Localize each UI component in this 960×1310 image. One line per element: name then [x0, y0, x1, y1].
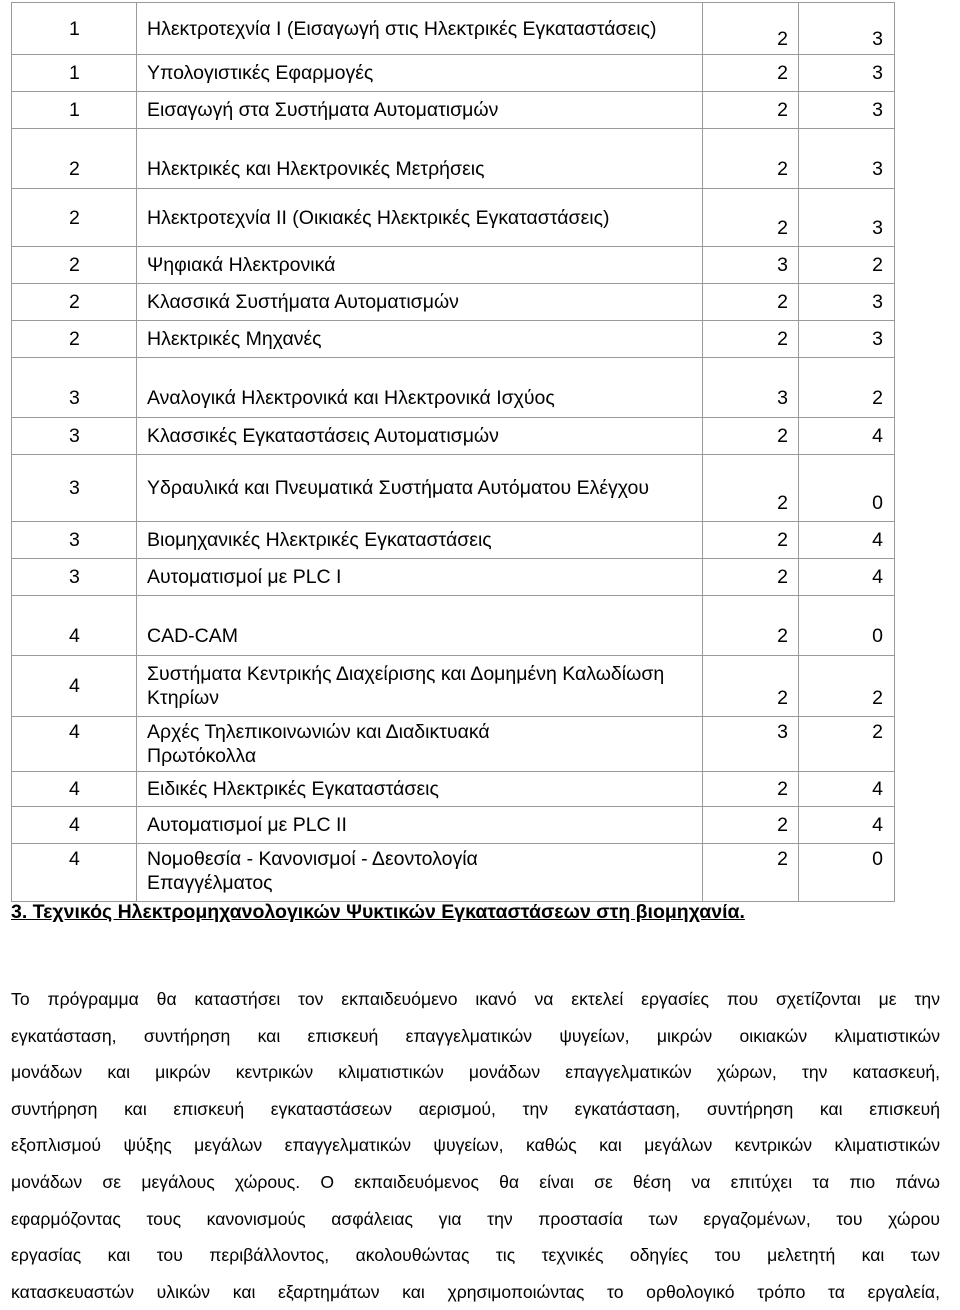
lab-hours-cell: 3 [799, 3, 895, 55]
theory-hours-cell: 2 [703, 55, 799, 92]
table-row [12, 772, 895, 807]
course-name-cell: Αρχές Τηλεπικοινωνιών και Διαδικτυακά Πρωτόκολλα [137, 717, 703, 772]
paragraph-line: συντήρηση και επισκευή εγκαταστάσεων αερισμού, την εγκατάσταση, συντήρηση και επισκευή [11, 1098, 940, 1119]
lab-hours-cell: 2 [799, 358, 895, 418]
table-row [12, 717, 895, 772]
lab-hours-cell: 0 [799, 455, 895, 522]
course-name-cell: Ειδικές Ηλεκτρικές Εγκαταστάσεις [137, 772, 703, 807]
lab-hours-cell: 4 [799, 522, 895, 559]
course-name-cell: Νομοθεσία - Κανονισμοί - Δεοντολογία Επαγγέλματος [137, 844, 703, 902]
table-row [12, 55, 895, 92]
course-name-cell: Εισαγωγή στα Συστήματα Αυτοματισμών [137, 92, 703, 129]
theory-hours-cell: 3 [703, 717, 799, 772]
course-name-cell: Αυτοματισμοί με PLC I [137, 559, 703, 596]
lab-hours-cell: 0 [799, 596, 895, 656]
theory-hours-cell: 3 [703, 247, 799, 284]
lab-hours-cell: 3 [799, 92, 895, 129]
table-row [12, 92, 895, 129]
theory-hours-cell: 2 [703, 522, 799, 559]
theory-hours-cell: 2 [703, 772, 799, 807]
table-row [12, 418, 895, 455]
semester-cell: 3 [12, 559, 137, 596]
table-row [12, 189, 895, 247]
table-row [12, 656, 895, 717]
course-name-cell: Αναλογικά Ηλεκτρονικά και Ηλεκτρονικά Ισχύος [137, 358, 703, 418]
semester-cell: 4 [12, 596, 137, 656]
table-row [12, 455, 895, 522]
course-name-cell: Ηλεκτροτεχνία Ι (Εισαγωγή στις Ηλεκτρικές Εγκαταστάσεις) [137, 3, 703, 55]
table-row [12, 321, 895, 358]
lab-hours-cell: 4 [799, 772, 895, 807]
table-row [12, 358, 895, 418]
paragraph-line: εγκατάσταση, συντήρηση και επισκευή επαγγελματικών ψυγείων, μικρών οικιακών κλιματιστικών [11, 1025, 940, 1046]
course-name-cell: Κλασσικά Συστήματα Αυτοματισμών [137, 284, 703, 321]
paragraph-line: Το πρόγραμμα θα καταστήσει τον εκπαιδευόμενο ικανό να εκτελεί εργασίες που σχετίζονται με την [11, 989, 940, 1009]
lab-hours-cell: 0 [799, 844, 895, 902]
theory-hours-cell: 2 [703, 3, 799, 55]
section-paragraph [11, 981, 940, 1310]
semester-cell: 1 [12, 55, 137, 92]
course-name-cell: Βιομηχανικές Ηλεκτρικές Εγκαταστάσεις [137, 522, 703, 559]
theory-hours-cell: 2 [703, 807, 799, 844]
lab-hours-cell: 2 [799, 717, 895, 772]
semester-cell: 2 [12, 284, 137, 321]
semester-cell: 2 [12, 129, 137, 189]
theory-hours-cell: 2 [703, 189, 799, 247]
semester-cell: 1 [12, 3, 137, 55]
section-heading: 3. Τεχνικός Ηλεκτρομηχανολογικών Ψυκτικών Εγκαταστάσεων στη βιομηχανία. [11, 901, 745, 923]
semester-cell: 1 [12, 92, 137, 129]
theory-hours-cell: 2 [703, 418, 799, 455]
theory-hours-cell: 2 [703, 92, 799, 129]
lab-hours-cell: 2 [799, 656, 895, 717]
course-name-cell: Συστήματα Κεντρικής Διαχείρισης και Δομημένη Καλωδίωση Κτηρίων [137, 656, 703, 717]
theory-hours-cell: 2 [703, 559, 799, 596]
course-name-cell: CAD-CAM [137, 596, 703, 656]
table-row [12, 559, 895, 596]
theory-hours-cell: 2 [703, 284, 799, 321]
semester-cell: 4 [12, 656, 137, 717]
lab-hours-cell: 3 [799, 284, 895, 321]
table-row [12, 247, 895, 284]
course-name-cell: Αυτοματισμοί με PLC II [137, 807, 703, 844]
course-name-cell: Υπολογιστικές Εφαρμογές [137, 55, 703, 92]
paragraph-line: μονάδων και μικρών κεντρικών κλιματιστικών μονάδων επαγγελματικών χώρων, την κατασκευή, [11, 1062, 940, 1083]
table-row [12, 284, 895, 321]
theory-hours-cell: 2 [703, 321, 799, 358]
lab-hours-cell: 4 [799, 807, 895, 844]
lab-hours-cell: 3 [799, 189, 895, 247]
lab-hours-cell: 4 [799, 418, 895, 455]
semester-cell: 4 [12, 717, 137, 772]
semester-cell: 2 [12, 247, 137, 284]
theory-hours-cell: 2 [703, 844, 799, 902]
paragraph-line: μονάδων σε μεγάλους χώρους. Ο εκπαιδευόμενος θα είναι σε θέση να επιτύχει τα πιο πάνω [11, 1171, 940, 1192]
paragraph-line: εφαρμόζοντας τους κανονισμούς ασφάλειας για την προστασία των εργαζομένων, του χώρου [11, 1208, 940, 1229]
theory-hours-cell: 2 [703, 455, 799, 522]
paragraph-line: εξοπλισμού ψύξης μεγάλων επαγγελματικών ψυγείων, καθώς και μεγάλων κεντρικών κλιματιστικών [11, 1135, 940, 1156]
table-row [12, 844, 895, 902]
lab-hours-cell: 2 [799, 247, 895, 284]
course-name-cell: Ηλεκτρικές Μηχανές [137, 321, 703, 358]
semester-cell: 2 [12, 189, 137, 247]
course-name-cell: Ηλεκτροτεχνία ΙΙ (Οικιακές Ηλεκτρικές Εγκαταστάσεις) [137, 189, 703, 247]
course-table [11, 2, 895, 902]
course-name-cell: Ψηφιακά Ηλεκτρονικά [137, 247, 703, 284]
semester-cell: 3 [12, 522, 137, 559]
paragraph-line: κατασκευαστών υλικών και εξαρτημάτων και χρησιμοποιώντας το ορθολογικό τρόπο τα εργαλεία, [11, 1281, 940, 1302]
table-row [12, 129, 895, 189]
table-row [12, 807, 895, 844]
semester-cell: 3 [12, 358, 137, 418]
semester-cell: 4 [12, 844, 137, 902]
semester-cell: 4 [12, 807, 137, 844]
lab-hours-cell: 3 [799, 129, 895, 189]
course-name-cell: Ηλεκτρικές και Ηλεκτρονικές Μετρήσεις [137, 129, 703, 189]
semester-cell: 3 [12, 455, 137, 522]
lab-hours-cell: 3 [799, 321, 895, 358]
lab-hours-cell: 3 [799, 55, 895, 92]
lab-hours-cell: 4 [799, 559, 895, 596]
table-row [12, 522, 895, 559]
theory-hours-cell: 3 [703, 358, 799, 418]
table-row [12, 596, 895, 656]
course-name-cell: Κλασσικές Εγκαταστάσεις Αυτοματισμών [137, 418, 703, 455]
theory-hours-cell: 2 [703, 596, 799, 656]
semester-cell: 2 [12, 321, 137, 358]
semester-cell: 3 [12, 418, 137, 455]
table-row [12, 3, 895, 55]
theory-hours-cell: 2 [703, 656, 799, 717]
theory-hours-cell: 2 [703, 129, 799, 189]
semester-cell: 4 [12, 772, 137, 807]
course-name-cell: Υδραυλικά και Πνευματικά Συστήματα Αυτόματου Ελέγχου [137, 455, 703, 522]
paragraph-line: εργασίας και του περιβάλλοντος, ακολουθώντας τις τεχνικές οδηγίες του μελετητή και των [11, 1245, 940, 1266]
